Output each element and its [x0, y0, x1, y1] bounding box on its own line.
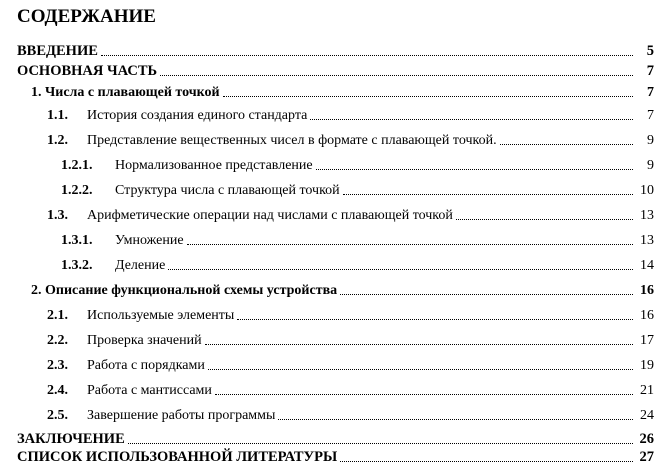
toc-entry[interactable] [17, 42, 654, 60]
toc-entry-number: 1.2.2. [61, 183, 93, 198]
dot-leader [128, 442, 633, 444]
dot-leader [223, 95, 633, 97]
toc-entry[interactable] [47, 131, 654, 149]
toc-entry[interactable] [61, 156, 654, 174]
toc-entry-label: ЗАКЛЮЧЕНИЕ [17, 431, 125, 447]
dot-leader [168, 268, 633, 270]
toc-entry-number: 2.2. [47, 333, 68, 348]
toc-entry[interactable] [47, 306, 654, 324]
toc-entry-page: 27 [639, 449, 654, 465]
toc-entry-page: 21 [640, 383, 654, 398]
dot-leader [310, 118, 633, 120]
toc-entry-page: 24 [640, 408, 654, 423]
toc-entry[interactable] [47, 206, 654, 224]
toc-entry-page: 10 [640, 183, 654, 198]
toc-entry[interactable] [47, 331, 654, 349]
toc-entry-number: 1.3.1. [61, 233, 93, 248]
toc-entry-label: Проверка значений [87, 333, 202, 348]
dot-leader [278, 418, 633, 420]
toc-entry-label: Представление вещественных чисел в формате с плавающей точкой. [87, 133, 497, 148]
toc-entry-page: 16 [640, 308, 654, 323]
toc-entry-page: 17 [640, 333, 654, 348]
toc-entry-label: История создания единого стандарта [87, 108, 308, 123]
toc-entry-label: 1. Числа с плавающей точкой [31, 85, 220, 100]
toc-entry[interactable] [47, 106, 654, 124]
toc-entry-number: 2.4. [47, 383, 68, 398]
toc-entry-label: Нормализованное представление [115, 158, 313, 173]
toc-entry-page: 13 [640, 233, 654, 248]
dot-leader [101, 54, 633, 56]
toc-entry-page: 5 [646, 43, 654, 59]
dot-leader [456, 218, 633, 220]
toc-entry-page: 16 [640, 283, 654, 298]
toc-entry-number: 2.5. [47, 408, 68, 423]
toc-entry-page: 26 [639, 431, 654, 447]
toc-entry[interactable] [17, 448, 654, 466]
toc-entry-label: Работа с порядками [87, 358, 205, 373]
toc-entry-number: 1.3. [47, 208, 68, 223]
toc-entry-label: ОСНОВНАЯ ЧАСТЬ [17, 63, 158, 79]
toc-entry-page: 14 [640, 258, 654, 273]
dot-leader [215, 393, 633, 395]
toc-entry-number: 2.3. [47, 358, 68, 373]
toc-entry-label: 2. Описание функциональной схемы устройства [31, 283, 338, 298]
toc-entry-label: Деление [115, 258, 166, 273]
toc-entry-label: Структура числа с плавающей точкой [115, 183, 340, 198]
toc-entry-number: 2.1. [47, 308, 68, 323]
dot-leader [237, 318, 633, 320]
toc-entry-page: 7 [646, 63, 654, 79]
page-title: СОДЕРЖАНИЕ [17, 6, 156, 27]
toc-entry-label: Работа с мантиссами [87, 383, 212, 398]
toc-entry-number: 1.3.2. [61, 258, 93, 273]
toc-entry-page: 13 [640, 208, 654, 223]
toc-entry[interactable] [47, 381, 654, 399]
toc-entry[interactable] [47, 356, 654, 374]
dot-leader [316, 168, 633, 170]
dot-leader [500, 143, 633, 145]
toc-entry[interactable] [31, 83, 654, 101]
dot-leader [208, 368, 633, 370]
dot-leader [340, 460, 633, 462]
toc-entry[interactable] [61, 181, 654, 199]
toc-entry-number: 1.1. [47, 108, 68, 123]
toc-entry-label: Умножение [115, 233, 184, 248]
toc-entry-page: 9 [647, 133, 654, 148]
dot-leader [343, 193, 633, 195]
toc-entry-label: СПИСОК ИСПОЛЬЗОВАННОЙ ЛИТЕРАТУРЫ [17, 449, 338, 465]
toc-entry-page: 7 [647, 108, 654, 123]
toc-entry[interactable] [17, 430, 654, 448]
toc-entry-page: 7 [647, 85, 654, 100]
dot-leader [205, 343, 633, 345]
toc-entry-number: 1.2.1. [61, 158, 93, 173]
toc-entry[interactable] [61, 256, 654, 274]
toc-entry-page: 19 [640, 358, 654, 373]
toc-entry[interactable] [31, 281, 654, 299]
dot-leader [160, 74, 633, 76]
dot-leader [187, 243, 633, 245]
toc-entry-label: Арифметические операции над числами с плавающей точкой [87, 208, 453, 223]
toc-entry-page: 9 [647, 158, 654, 173]
toc-entry-number: 1.2. [47, 133, 68, 148]
toc-entry-label: Используемые элементы [87, 308, 235, 323]
toc-entry[interactable] [47, 406, 654, 424]
toc-entry[interactable] [17, 62, 654, 80]
dot-leader [340, 293, 633, 295]
toc-entry-label: ВВЕДЕНИЕ [17, 43, 98, 59]
toc-entry[interactable] [61, 231, 654, 249]
toc-entry-label: Завершение работы программы [87, 408, 276, 423]
